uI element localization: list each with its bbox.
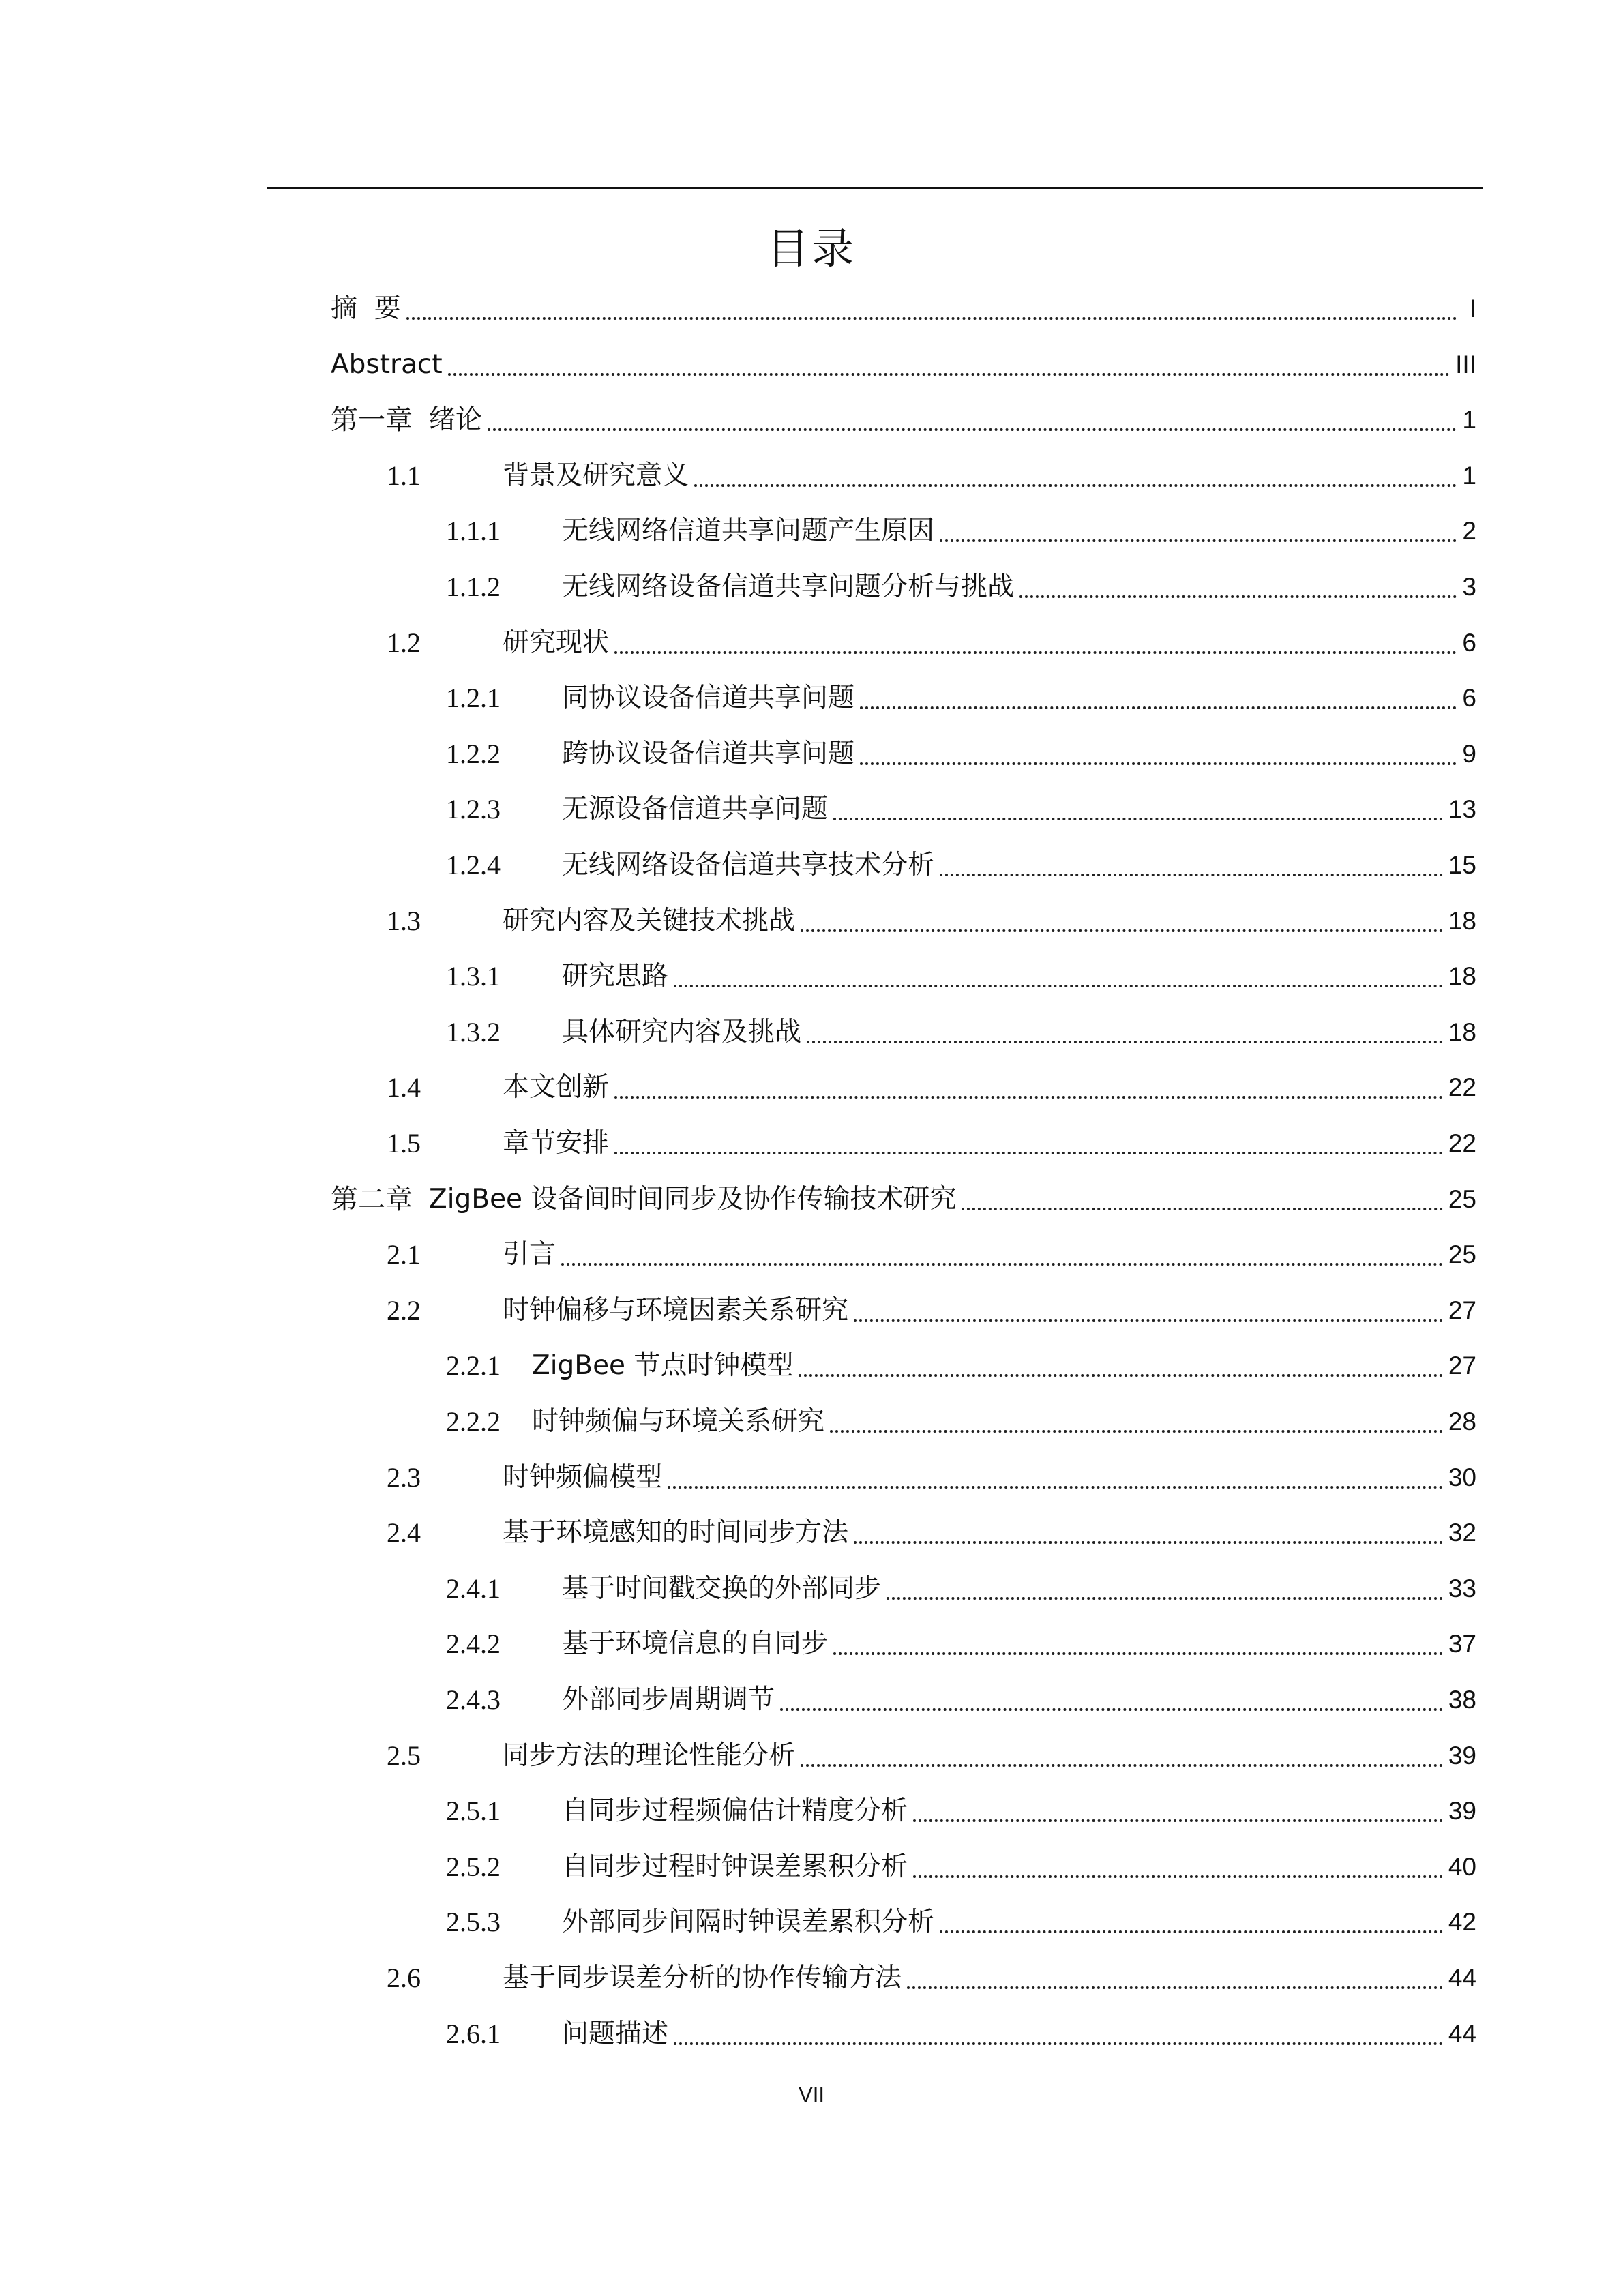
toc-entry-title: 绪论 — [429, 404, 483, 436]
toc-entry-title: 引言 — [503, 1239, 556, 1270]
toc-entry-title: 无线网络设备信道共享技术分析 — [562, 850, 935, 880]
toc-entry-number: 2.4 — [387, 1517, 421, 1549]
toc-entry-title: 基于时间戳交换的外部同步 — [562, 1572, 882, 1604]
toc-dot-leader — [668, 1486, 1443, 1489]
toc-entry-number: 1.4 — [387, 1072, 421, 1103]
toc-entry-number: 2.2.2 — [446, 1406, 501, 1437]
toc-entry-title: 外部同步周期调节 — [562, 1684, 775, 1715]
toc-entry-number: 2.4.1 — [446, 1572, 501, 1604]
toc-entry-title: 自同步过程频偏估计精度分析 — [562, 1795, 908, 1827]
toc-entry[interactable] — [446, 674, 1476, 715]
toc-dot-leader — [907, 1986, 1443, 1989]
toc-entry-title: 时钟频偏与环境关系研究 — [532, 1406, 825, 1437]
toc-dot-leader — [694, 484, 1457, 487]
toc-entry-page: 37 — [1448, 1630, 1476, 1658]
toc-entry-title: 研究内容及关键技术挑战 — [503, 905, 796, 936]
toc-entry-page: 6 — [1462, 684, 1476, 713]
toc-dot-leader — [860, 706, 1457, 709]
toc-entry[interactable] — [387, 1231, 1476, 1272]
toc-entry-page: 39 — [1448, 1797, 1476, 1825]
toc-entry[interactable] — [446, 1620, 1476, 1661]
toc-entry[interactable] — [387, 1732, 1476, 1773]
toc-entry-page: 32 — [1448, 1519, 1476, 1547]
toc-dot-leader — [614, 1152, 1443, 1154]
toc-entry-title: 同协议设备信道共享问题 — [562, 683, 855, 714]
toc-entry-page: 22 — [1448, 1129, 1476, 1157]
toc-entry-title: 本文创新 — [503, 1072, 610, 1103]
toc-dot-leader — [614, 651, 1457, 654]
toc-entry-number: 1.5 — [387, 1128, 421, 1159]
toc-entry-number: 1.1.2 — [446, 571, 501, 602]
toc-dot-leader — [830, 1430, 1443, 1433]
toc-entry-title: 研究现状 — [503, 627, 610, 658]
toc-dot-leader — [887, 1597, 1443, 1600]
toc-entry-page: 40 — [1448, 1852, 1476, 1881]
toc-entry[interactable] — [446, 1398, 1476, 1439]
toc-dot-leader — [1019, 595, 1457, 598]
toc-entry-number: 1.3.1 — [446, 961, 501, 992]
toc-entry-title: 跨协议设备信道共享问题 — [562, 738, 855, 769]
toc-entry[interactable] — [446, 2010, 1476, 2051]
toc-entry-number: 2.5.2 — [446, 1851, 501, 1882]
toc-dot-leader — [801, 1764, 1443, 1767]
toc-dot-leader — [807, 1041, 1443, 1043]
toc-entry[interactable] — [387, 452, 1476, 493]
toc-entry-page: 2 — [1462, 517, 1476, 546]
toc-entry-page: 44 — [1448, 1964, 1476, 1992]
toc-dot-leader — [799, 1374, 1442, 1377]
toc-dot-leader — [860, 762, 1457, 765]
toc-dot-leader — [854, 1541, 1443, 1544]
toc-entry[interactable] — [387, 1287, 1476, 1328]
toc-dot-leader — [833, 818, 1443, 820]
toc-entry-title: 基于环境信息的自同步 — [562, 1628, 829, 1660]
toc-entry[interactable] — [446, 1787, 1476, 1828]
toc-entry[interactable] — [331, 396, 1476, 437]
toc-entry-number: 2.5.3 — [446, 1907, 501, 1938]
toc-entry[interactable] — [446, 1009, 1476, 1049]
toc-entry-page: 38 — [1448, 1686, 1476, 1714]
toc-entry[interactable] — [446, 841, 1476, 882]
toc-dot-leader — [406, 317, 1457, 320]
toc-entry-page: 25 — [1448, 1184, 1476, 1213]
toc-entry-title: 具体研究内容及挑战 — [562, 1016, 802, 1047]
toc-entry-number: 第二章 — [331, 1183, 413, 1214]
toc-entry-title: 章节安排 — [503, 1128, 610, 1159]
toc-entry-page: I — [1469, 295, 1476, 323]
toc-entry-number: 第一章 — [331, 404, 413, 436]
toc-entry-number: 2.2 — [387, 1294, 421, 1326]
toc-entry-title: 基于环境感知的时间同步方法 — [503, 1517, 849, 1549]
toc-entry-title: ZigBee 节点时钟模型 — [532, 1350, 794, 1382]
toc-entry[interactable] — [331, 341, 1476, 382]
toc-entry-number: 1.2.3 — [446, 794, 501, 825]
toc-entry-page: 30 — [1448, 1463, 1476, 1491]
toc-entry-page: III — [1455, 350, 1476, 378]
toc-dot-leader — [801, 929, 1443, 932]
toc-entry-page: 25 — [1448, 1240, 1476, 1269]
toc-dot-leader — [940, 539, 1457, 542]
toc-entry-number: 2.2.1 — [446, 1350, 501, 1382]
toc-entry[interactable] — [446, 563, 1476, 604]
toc-dot-leader — [833, 1652, 1443, 1655]
toc-entry-title: 研究思路 — [562, 961, 669, 992]
toc-entry-title: 时钟频偏模型 — [503, 1461, 663, 1493]
toc-entry-number: 2.6 — [387, 1963, 421, 1993]
toc-entry-number: 1.2.2 — [446, 738, 501, 769]
toc-entry-page: 44 — [1448, 2019, 1476, 2048]
toc-dot-leader — [940, 874, 1443, 876]
toc-dot-leader — [940, 1930, 1443, 1933]
toc-entry[interactable] — [446, 1676, 1476, 1717]
toc-dot-leader — [962, 1208, 1442, 1210]
page-number: VII — [799, 2083, 824, 2106]
toc-entry[interactable] — [446, 730, 1476, 771]
toc-dot-leader — [780, 1708, 1443, 1711]
toc-entry[interactable] — [387, 897, 1476, 938]
toc-entry-number: 2.5.1 — [446, 1795, 501, 1827]
toc-entry-title: 基于同步误差分析的协作传输方法 — [503, 1963, 902, 1993]
toc-entry-page: 42 — [1448, 1908, 1476, 1937]
toc-entry-title: Abstract — [331, 348, 443, 380]
toc-entry[interactable] — [446, 1843, 1476, 1884]
toc-entry[interactable] — [446, 1898, 1476, 1939]
toc-dot-leader — [913, 1819, 1443, 1822]
toc-entry-page: 1 — [1462, 406, 1476, 434]
toc-entry-page: 27 — [1448, 1352, 1476, 1380]
toc-entry-title: 摘 要 — [331, 293, 401, 324]
toc-entry-number: 1.3.2 — [446, 1016, 501, 1047]
toc-dot-leader — [854, 1319, 1443, 1322]
toc-entry-page: 18 — [1448, 962, 1476, 991]
toc-dot-leader — [488, 428, 1457, 431]
toc-entry[interactable] — [387, 1954, 1476, 1995]
toc-dot-leader — [913, 1875, 1443, 1878]
toc-dot-leader — [614, 1096, 1443, 1099]
toc-entry-number: 1.1 — [387, 460, 421, 491]
toc-entry-title: 自同步过程时钟误差累积分析 — [562, 1851, 908, 1882]
toc-entry-page: 3 — [1462, 573, 1476, 601]
toc-entry-number: 2.3 — [387, 1461, 421, 1493]
toc-entry-title: ZigBee 设备间时间同步及协作传输技术研究 — [429, 1183, 957, 1214]
toc-entry-number: 1.2.4 — [446, 850, 501, 880]
toc-entry-title: 无线网络设备信道共享问题分析与挑战 — [562, 571, 1015, 602]
toc-dot-leader — [561, 1263, 1443, 1266]
toc-entry-page: 28 — [1448, 1407, 1476, 1435]
toc-entry-number: 2.4.3 — [446, 1684, 501, 1715]
toc-entry[interactable] — [387, 1509, 1476, 1550]
toc-entry-number: 2.1 — [387, 1239, 421, 1270]
toc-entry[interactable] — [446, 786, 1476, 826]
toc-entry[interactable] — [387, 1454, 1476, 1495]
toc-entry[interactable] — [387, 619, 1476, 660]
toc-entry[interactable] — [387, 1064, 1476, 1105]
toc-entry-title: 无源设备信道共享问题 — [562, 794, 829, 825]
toc-dot-leader — [448, 373, 1450, 376]
toc-entry-number: 1.1.1 — [446, 516, 501, 547]
toc-entry-title: 外部同步间隔时钟误差累积分析 — [562, 1907, 935, 1938]
toc-entry-title: 背景及研究意义 — [503, 460, 689, 491]
toc-entry[interactable] — [446, 953, 1476, 994]
toc-entry-title: 时钟偏移与环境因素关系研究 — [503, 1294, 849, 1326]
toc-entry-page: 15 — [1448, 851, 1476, 879]
toc-entry-page: 9 — [1462, 739, 1476, 768]
toc-dot-leader — [674, 2042, 1443, 2045]
toc-entry-number: 1.2 — [387, 627, 421, 658]
toc-entry-page: 27 — [1448, 1296, 1476, 1324]
toc-entry-number: 2.6.1 — [446, 2018, 501, 2049]
toc-entry[interactable] — [446, 507, 1476, 548]
toc-entry-page: 39 — [1448, 1741, 1476, 1770]
toc-entry-page: 6 — [1462, 628, 1476, 657]
toc-entry-number: 1.3 — [387, 905, 421, 936]
toc-entry-page: 18 — [1448, 906, 1476, 935]
toc-entry[interactable] — [446, 1565, 1476, 1606]
toc-entry[interactable] — [387, 1120, 1476, 1161]
page-title: 目录 — [766, 224, 857, 273]
toc-entry-title: 问题描述 — [562, 2018, 669, 2049]
toc-entry-page: 1 — [1462, 461, 1476, 490]
toc-entry[interactable] — [331, 1176, 1476, 1217]
toc-entry-number: 1.2.1 — [446, 683, 501, 714]
toc-entry-number: 2.4.2 — [446, 1628, 501, 1660]
toc-entry-page: 13 — [1448, 795, 1476, 824]
toc-entry[interactable] — [331, 285, 1476, 326]
toc-entry-number: 2.5 — [387, 1740, 421, 1771]
toc-entry-title: 同步方法的理论性能分析 — [503, 1740, 796, 1771]
toc-entry-title: 无线网络信道共享问题产生原因 — [562, 516, 935, 547]
toc-entry-page: 22 — [1448, 1073, 1476, 1102]
toc-entry[interactable] — [446, 1342, 1476, 1383]
toc-dot-leader — [674, 985, 1443, 987]
toc-entry-page: 33 — [1448, 1574, 1476, 1602]
toc-entry-page: 18 — [1448, 1017, 1476, 1046]
